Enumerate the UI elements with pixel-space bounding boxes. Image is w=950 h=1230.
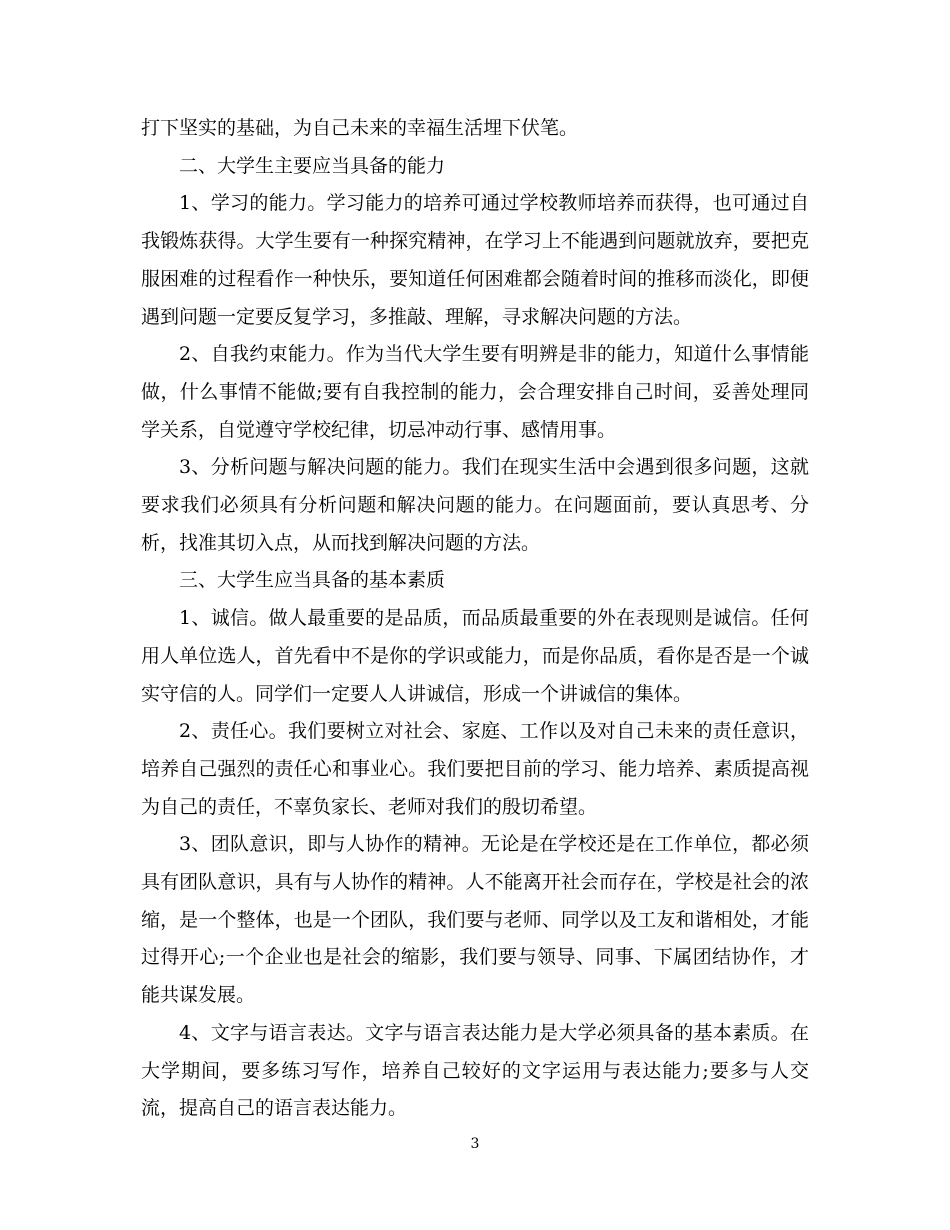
paragraph-responsibility: 2、责任心。我们要树立对社会、家庭、工作以及对自己未来的责任意识，培养自己强烈的责任心和事业心。我们要把目前的学习、能力培养、素质提高视为自己的责任，不辜负家长、老师对我们的殷切希望。 [141,720,809,818]
section-heading-abilities: 二、大学生主要应当具备的能力 [179,154,446,177]
paragraph-continuation: 打下坚实的基础，为自己未来的幸福生活埋下伏笔。 [141,117,579,139]
paragraph-integrity: 1、诚信。做人最重要的是品质，而品质最重要的外在表现则是诚信。任何用人单位选人，首先看中不是你的学识或能力，而是你品质，看你是否是一个诚实守信的人。同学们一定要人人讲诚信，形成一个讲诚信的集体。 [141,607,809,705]
page-number: 3 [470,1136,480,1152]
section-heading-qualities: 三、大学生应当具备的基本素质 [179,569,446,592]
paragraph-expression: 4、文字与语言表达。文字与语言表达能力是大学必须具备的基本素质。在大学期间，要多练习写作，培养自己较好的文字运用与表达能力;要多与人交流，提高自己的语言表达能力。 [141,1021,809,1120]
document-body [141,110,809,1128]
paragraph-problem-solving: 3、分析问题与解决问题的能力。我们在现实生活中会遇到很多问题，这就要求我们必须具有分析问题和解决问题的能力。在问题面前，要认真思考、分析，找准其切入点，从而找到解决问题的方法。 [141,456,809,554]
paragraph-self-discipline: 2、自我约束能力。作为当代大学生要有明辨是非的能力，知道什么事情能做，什么事情不能做;要有自我控制的能力，会合理安排自己时间，妥善处理同学关系，自觉遵守学校纪律，切忌冲动行事、感情用事。 [141,343,809,441]
paragraph-teamwork: 3、团队意识，即与人协作的精神。无论是在学校还是在工作单位，都必须具有团队意识，具有与人协作的精神。人不能离开社会而存在，学校是社会的浓缩，是一个整体，也是一个团队，我们要与老师、同学以及工友和谐相处，才能过得开心;一个企业也是社会的缩影，我们要与领导、同事、下属团结协作，才能共谋发展。 [141,833,809,1007]
paragraph-learning-ability: 1、学习的能力。学习能力的培养可通过学校教师培养而获得，也可通过自我锻炼获得。大学生要有一种探究精神，在学习上不能遇到问题就放弃，要把克服困难的过程看作一种快乐，要知道任何困难都会随着时间的推移而淡化，即便遇到问题一定要反复学习，多推敲、理解，寻求解决问题的方法。 [141,192,809,328]
